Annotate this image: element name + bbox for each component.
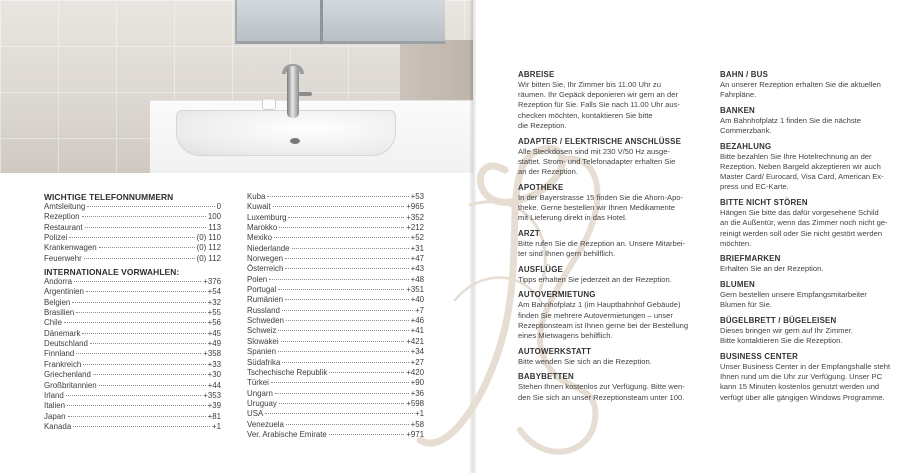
phone-list-left	[44, 192, 221, 432]
phone-row	[44, 349, 221, 359]
dot-leader	[267, 196, 408, 197]
phone-row	[247, 368, 424, 378]
phone-row	[247, 254, 424, 264]
entry-number: +353	[203, 390, 221, 400]
info-entry-text: Gern bestellen unsere Empfangsmitarbeiter Blumen für Sie.	[720, 290, 867, 310]
phone-row	[247, 326, 424, 336]
international-codes-list-a	[44, 277, 221, 432]
entry-name: Argentinien	[44, 287, 84, 297]
entry-name: Rezeption	[44, 212, 80, 222]
info-entry-text: Stehen Ihnen kostenlos zur Verfügung. Bitte wen- den Sie sich an unser Rezeptionsteam unter 100.	[518, 382, 685, 402]
entry-name: Belgien	[44, 297, 71, 307]
dot-leader	[292, 248, 409, 249]
info-entry	[720, 70, 894, 100]
entry-number: +971	[406, 429, 424, 439]
info-entry-title: BÜGELBRETT / BÜGELEISEN	[720, 316, 837, 326]
entry-number: +421	[406, 336, 424, 346]
phone-row	[247, 420, 424, 430]
entry-number: +36	[410, 388, 424, 398]
entry-number: 0	[216, 202, 221, 211]
entry-number: +41	[410, 326, 424, 336]
info-entry	[720, 198, 894, 249]
dot-leader	[285, 268, 408, 269]
dot-leader	[329, 434, 404, 435]
entry-number: +965	[406, 202, 424, 212]
dot-leader	[99, 247, 195, 248]
phone-row	[44, 318, 221, 328]
dot-leader	[72, 302, 205, 303]
entry-name: Portugal	[247, 285, 277, 295]
phone-row	[44, 381, 221, 391]
dot-leader	[269, 279, 408, 280]
entry-name: Luxemburg	[247, 212, 287, 222]
dot-leader	[86, 291, 206, 292]
dot-leader	[67, 405, 206, 406]
dot-leader	[275, 393, 409, 394]
info-entry-text: Alle Steckdosen sind mit 230 V/50 Hz ausge- stattet. Strom- und Telefonadapter erhalten Sie an der Rezeption.	[518, 146, 676, 176]
entry-name: Tschechische Republik	[247, 367, 328, 377]
entry-name: Kuba	[247, 192, 266, 201]
dot-leader	[278, 289, 404, 290]
entry-number: +56	[207, 318, 221, 328]
entry-number: +40	[410, 295, 424, 305]
entry-name: Feuerwehr	[44, 253, 82, 263]
entry-name: Griechenland	[44, 370, 91, 380]
entry-name: USA	[247, 409, 264, 419]
international-codes-list-b	[247, 192, 424, 440]
entry-number: +420	[406, 367, 424, 377]
entry-number: +358	[203, 349, 221, 359]
washbasin	[176, 110, 396, 156]
info-entry-title: BAHN / BUS	[720, 70, 769, 79]
info-entry-text: An unserer Rezeption erhalten Sie die aktuellen Fahrpläne.	[720, 80, 881, 100]
phone-row	[44, 370, 221, 380]
entry-name: Norwegen	[247, 254, 283, 264]
dot-leader	[69, 237, 194, 238]
phone-row	[247, 347, 424, 357]
entry-name: Ver. Arabische Emirate	[247, 429, 327, 439]
info-entry-title: BEZAHLUNG	[720, 141, 772, 151]
phone-row	[247, 244, 424, 254]
phone-row	[44, 254, 221, 264]
faucet	[287, 66, 299, 118]
entry-number: +48	[410, 274, 424, 284]
phone-row	[247, 275, 424, 285]
entry-number: +34	[410, 347, 424, 357]
phone-row	[44, 287, 221, 297]
entry-number: +31	[410, 243, 424, 253]
phone-row	[247, 285, 424, 295]
dot-leader	[90, 343, 206, 344]
entry-name: Kanada	[44, 421, 72, 431]
info-entry-text: Erhalten Sie an der Rezeption.	[720, 264, 824, 274]
entry-number: +7	[415, 305, 424, 315]
entry-name: Spanien	[247, 347, 276, 357]
entry-name: Kuwait	[247, 202, 271, 212]
phone-row	[247, 202, 424, 212]
phone-row	[247, 233, 424, 243]
phone-row	[247, 192, 424, 202]
entry-number: +32	[207, 297, 221, 307]
dot-leader	[83, 364, 205, 365]
info-entry-title: BANKEN	[720, 105, 755, 115]
info-entry-title: BITTE NICHT STÖREN	[720, 198, 808, 208]
entry-number: +46	[410, 316, 424, 326]
info-entry	[518, 183, 692, 224]
phone-row	[44, 360, 221, 370]
info-entry-title: ADAPTER / ELEKTRISCHE ANSCHLÜSSE	[518, 136, 682, 146]
entry-number: +58	[410, 419, 424, 429]
info-entry-title: BLUMEN	[720, 280, 755, 290]
dot-leader	[93, 374, 206, 375]
info-entry-title: AUTOWERKSTATT	[518, 346, 592, 356]
entry-number: +44	[207, 380, 221, 390]
entry-number: +351	[406, 285, 424, 295]
phone-row	[44, 212, 221, 222]
info-entry	[720, 280, 894, 310]
dot-leader	[271, 382, 409, 383]
entry-number: +54	[207, 287, 221, 297]
info-entry-text: Unser Business Center in der Empfangshalle steht Ihnen rund um die Uhr zur Verfügung. Unser PC kann 15 Minuten kostenlos genutzt werden und verfügt über alle gängigen Windows Programme.	[720, 361, 891, 402]
phone-row	[44, 223, 221, 233]
info-entry-text: Bitte wenden Sie sich an die Rezeption.	[518, 356, 652, 366]
entry-number: +52	[410, 233, 424, 243]
info-entry-title: BABYBETTEN	[518, 372, 574, 382]
entry-name: Uruguay	[247, 398, 277, 408]
phone-row	[247, 358, 424, 368]
phone-row	[44, 233, 221, 243]
entry-name: Türkei	[247, 378, 269, 388]
entry-number: +33	[207, 359, 221, 369]
dot-leader	[74, 281, 201, 282]
phone-row	[247, 213, 424, 223]
entry-number: 100	[207, 212, 221, 222]
entry-name: Österreich	[247, 264, 284, 274]
info-entry-text: Bitte rufen Sie die Rezeption an. Unsere Mitarbei- ter sind Ihnen gern behilflich.	[518, 238, 686, 258]
info-entry-title: AUTOVERMIETUNG	[518, 290, 596, 300]
entry-name: Rumänien	[247, 295, 283, 305]
dot-leader	[285, 258, 409, 259]
info-entry-text: Tipps erhalten Sie jederzeit an der Rezeption.	[518, 274, 672, 284]
entry-number: +53	[410, 192, 424, 201]
entry-number: +1	[415, 409, 424, 419]
phone-row	[247, 316, 424, 326]
dot-leader	[76, 312, 205, 313]
info-entry-title: AUSFLÜGE	[518, 264, 563, 274]
entry-name: Polizei	[44, 233, 68, 243]
entry-number: +376	[203, 277, 221, 287]
info-entry	[518, 229, 692, 259]
entry-name: Restaurant	[44, 222, 83, 232]
dot-leader	[66, 395, 201, 396]
entry-number: +90	[410, 378, 424, 388]
entry-name: Dänemark	[44, 328, 81, 338]
page-gutter	[470, 0, 476, 473]
phone-row	[247, 378, 424, 388]
entry-name: Niederlande	[247, 243, 290, 253]
entry-name: Andorra	[44, 277, 73, 287]
info-entry	[518, 347, 692, 367]
glass	[262, 98, 276, 110]
info-entry-title: ABREISE	[518, 70, 555, 79]
dot-leader	[273, 206, 405, 207]
entry-name: Chile	[44, 318, 62, 328]
entry-name: Ungarn	[247, 388, 273, 398]
dot-leader	[329, 372, 404, 373]
info-entry	[720, 352, 894, 403]
info-column-1	[518, 70, 692, 408]
entry-name: Deutschland	[44, 339, 88, 349]
entry-name: Japan	[44, 411, 66, 421]
dot-leader	[265, 413, 413, 414]
entry-name: Schweden	[247, 316, 284, 326]
mirror	[235, 0, 445, 44]
dot-leader	[68, 416, 206, 417]
info-entry-title: APOTHEKE	[518, 182, 564, 192]
phone-row	[247, 223, 424, 233]
phone-row	[247, 337, 424, 347]
info-column-2	[720, 70, 894, 408]
dot-leader	[285, 299, 409, 300]
entry-number: +43	[410, 264, 424, 274]
entry-name: Frankreich	[44, 359, 82, 369]
dot-leader	[281, 341, 405, 342]
entry-number: +352	[406, 212, 424, 222]
dot-leader	[286, 424, 409, 425]
info-entry-title: BRIEFMARKEN	[720, 254, 781, 264]
dot-leader	[282, 362, 408, 363]
info-entry	[518, 290, 692, 341]
dot-leader	[279, 227, 404, 228]
entry-number: +81	[207, 411, 221, 421]
entry-number: +27	[410, 357, 424, 367]
dot-leader	[279, 403, 404, 404]
phone-row	[44, 422, 221, 432]
entry-number: +45	[207, 328, 221, 338]
important-numbers-list	[44, 202, 221, 264]
info-entry-text: Dieses bringen wir gern auf Ihr Zimmer. Bitte kontaktieren Sie die Rezeption.	[720, 326, 853, 346]
entry-name: Südafrika	[247, 357, 281, 367]
phone-row	[44, 401, 221, 411]
entry-name: Großbritannien	[44, 380, 97, 390]
dot-leader	[73, 426, 210, 427]
info-entry	[720, 254, 894, 274]
dot-leader	[282, 310, 413, 311]
bathroom-photo	[0, 0, 473, 173]
phone-row	[44, 412, 221, 422]
entry-name: Krankenwagen	[44, 243, 97, 253]
phone-row	[44, 298, 221, 308]
entry-number: +1	[212, 421, 221, 431]
entry-name: Venezuela	[247, 419, 284, 429]
dot-leader	[99, 385, 206, 386]
info-entry	[518, 372, 692, 402]
dot-leader	[278, 330, 408, 331]
dot-leader	[82, 216, 206, 217]
dot-leader	[286, 320, 409, 321]
entry-name: Finnland	[44, 349, 75, 359]
phone-row	[247, 430, 424, 440]
dot-leader	[76, 353, 201, 354]
entry-number: +55	[207, 308, 221, 318]
entry-name: Irland	[44, 390, 64, 400]
phone-row	[247, 399, 424, 409]
phone-row	[44, 202, 221, 212]
info-entry	[720, 316, 894, 346]
entry-name: Russland	[247, 305, 280, 315]
entry-number: +49	[207, 339, 221, 349]
info-entry	[518, 265, 692, 285]
dot-leader	[278, 351, 409, 352]
phone-row	[247, 389, 424, 399]
important-numbers-title: WICHTIGE TELEFONNUMMERN	[44, 192, 174, 202]
dot-leader	[64, 322, 206, 323]
international-codes-title: INTERNATIONALE VORWAHLEN:	[44, 267, 180, 278]
dot-leader	[288, 217, 404, 218]
phone-row	[44, 277, 221, 287]
info-entry	[518, 70, 692, 131]
info-entry-text: Am Bahnhofplatz 1 (im Hauptbahnhof Gebäude) finden Sie mehrere Autovermietungen – unser Rezeptionsteam ist Ihnen gerne bei der Bestellung eines Mietwagens behilflich.	[518, 300, 689, 340]
info-entry-title: BUSINESS CENTER	[720, 351, 798, 361]
phone-row	[247, 409, 424, 419]
info-entry-text: Hängen Sie bitte das dafür vorgesehene Schild an die Außentür, wenn das Zimmer noch nicht ge- reinigt werden soll oder Sie nicht gestört werden möchten.	[720, 208, 888, 248]
entry-name: Italien	[44, 401, 66, 411]
entry-name: Mexiko	[247, 233, 272, 243]
entry-number: (0) 110	[196, 233, 221, 243]
info-entry-title: ARZT	[518, 228, 540, 238]
info-entry-text: Wir bitten Sie, Ihr Zimmer bis 11.00 Uhr zu räumen. Ihr Gepäck deponieren wir gern an der Rezeption für Sie. Falls Sie nach 11.00 Uhr aus- checken möchten, kontaktieren Sie bitte die Rezeption.	[518, 80, 680, 130]
entry-name: Polen	[247, 274, 268, 284]
phone-row	[247, 306, 424, 316]
entry-number: +598	[406, 398, 424, 408]
phone-row	[44, 243, 221, 253]
dot-leader	[84, 258, 195, 259]
info-entry	[518, 137, 692, 178]
phone-row	[247, 295, 424, 305]
entry-number: +30	[207, 370, 221, 380]
entry-name: Slowakei	[247, 336, 279, 346]
info-entry	[720, 106, 894, 136]
entry-number: (0) 112	[196, 253, 221, 263]
entry-name: Brasilien	[44, 308, 75, 318]
phone-row	[44, 329, 221, 339]
entry-number: 113	[208, 222, 221, 232]
phone-row	[44, 339, 221, 349]
info-entry-text: Am Bahnhofplatz 1 finden Sie die nächste Commerzbank.	[720, 115, 861, 136]
info-entry-text: In der Bayerstrasse 15 finden Sie die Ahorn-Apo- theke. Gerne bestellen wir Ihnen Medikamente mit Lieferung direkt in das Hotel.	[518, 192, 684, 223]
entry-name: Schweiz	[247, 326, 277, 336]
entry-number: +39	[207, 401, 221, 411]
dot-leader	[274, 237, 409, 238]
entry-number: +212	[406, 223, 424, 233]
entry-name: Marokko	[247, 223, 278, 233]
dot-leader	[87, 206, 214, 207]
entry-number: +47	[410, 254, 424, 264]
info-entry	[720, 142, 894, 193]
entry-name: Amtsleitung	[44, 202, 86, 211]
phone-row	[44, 308, 221, 318]
phone-row	[247, 264, 424, 274]
info-entry-text: Bitte bezahlen Sie Ihre Hotelrechnung an der Rezeption. Neben Bargeld akzeptieren wir auch Master Card/ Eurocard, Visa Card, American Ex- press und EC-Karte.	[720, 151, 884, 192]
dot-leader	[82, 333, 205, 334]
dot-leader	[85, 227, 207, 228]
phone-row	[44, 391, 221, 401]
phone-list-right	[247, 192, 424, 440]
entry-number: (0) 112	[196, 243, 221, 253]
